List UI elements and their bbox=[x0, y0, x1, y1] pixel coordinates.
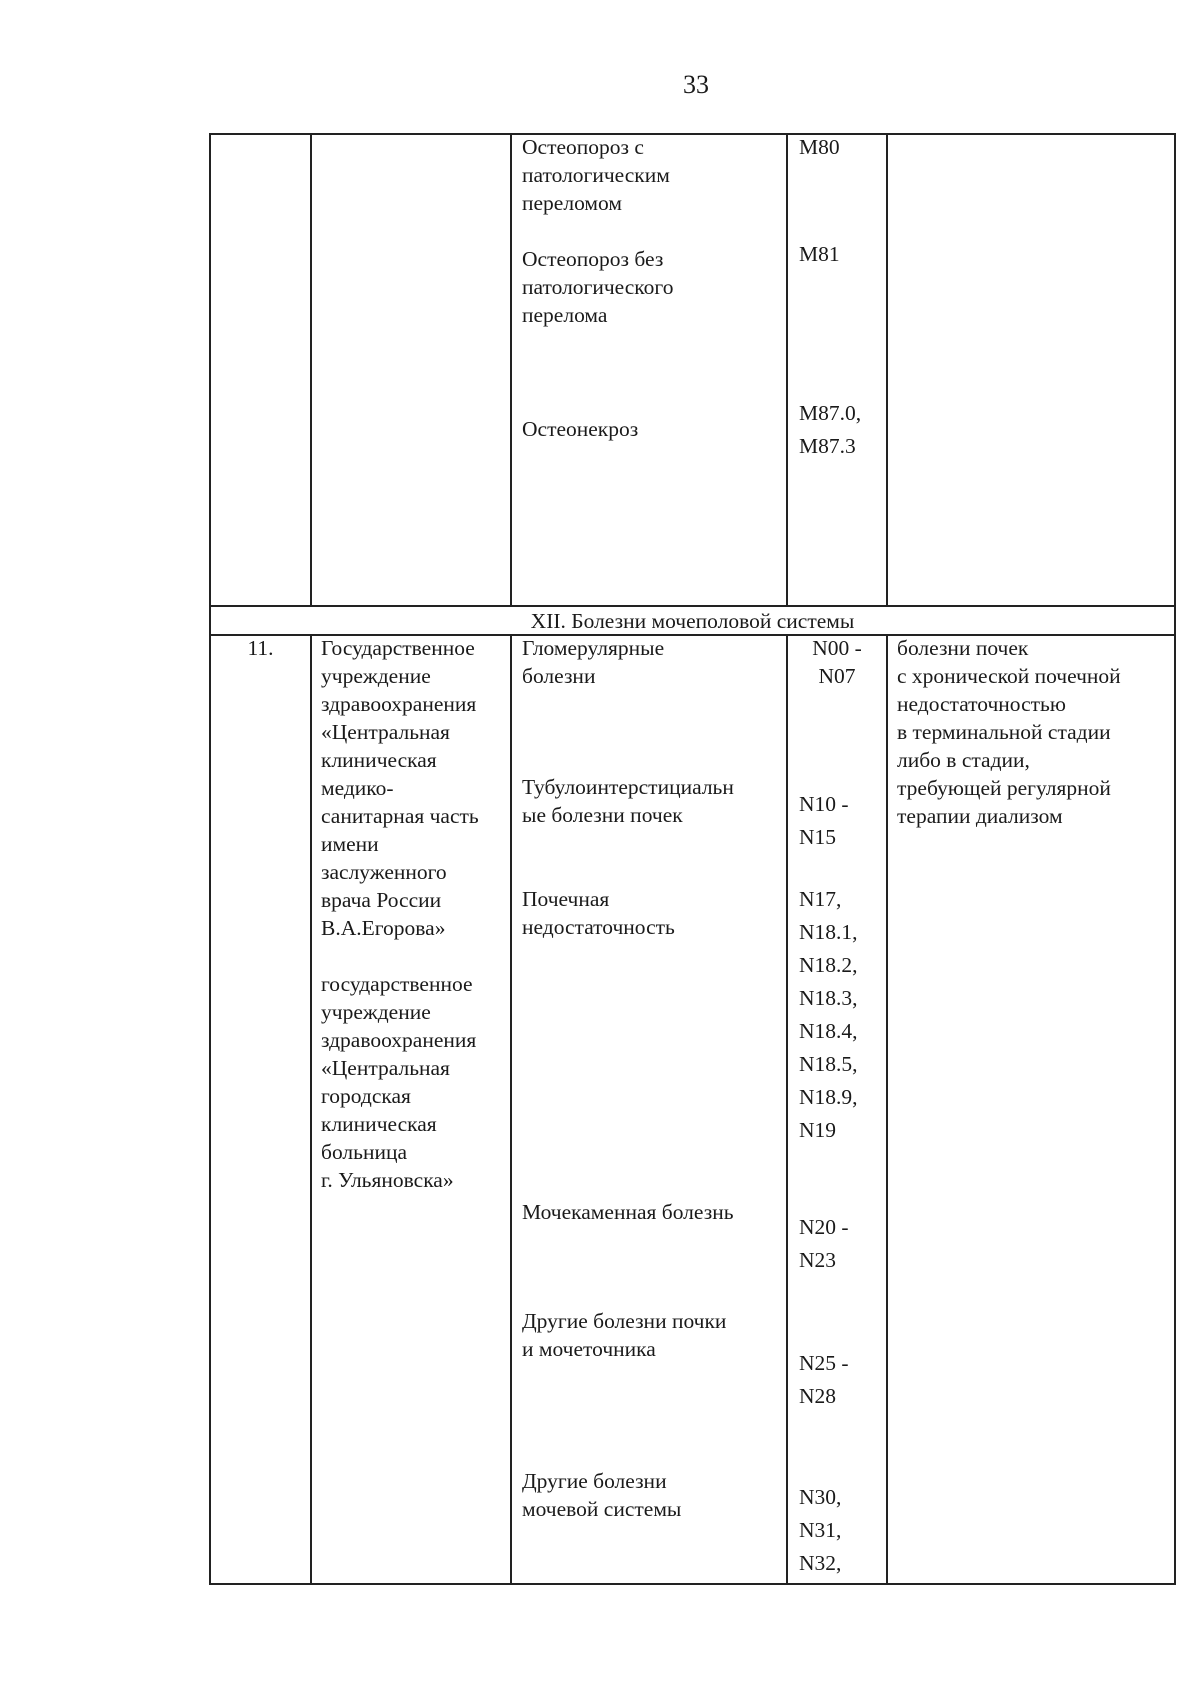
icd-code: N17, N18.1, N18.2, N18.3, N18.4, N18.5, N18.9, N19 bbox=[799, 887, 858, 1142]
registry-table bbox=[209, 133, 1176, 1585]
column-divider bbox=[786, 634, 788, 1585]
column-divider bbox=[886, 634, 888, 1585]
table-right-border bbox=[1174, 133, 1176, 1585]
disease-name: Остеопороз без патологического перелома bbox=[522, 247, 674, 327]
icd-code: M80 bbox=[799, 135, 840, 159]
page-number: 33 bbox=[683, 70, 709, 99]
column-divider bbox=[786, 133, 788, 607]
column-divider bbox=[310, 634, 312, 1585]
disease-name: Остеопороз с патологическим переломом bbox=[522, 135, 670, 215]
disease-name: Почечная недостаточность bbox=[522, 887, 675, 939]
table-left-border bbox=[209, 133, 211, 1585]
column-divider bbox=[886, 133, 888, 607]
icd-code: N20 - N23 bbox=[799, 1215, 849, 1272]
icd-code: M87.0, M87.3 bbox=[799, 401, 862, 458]
condition-description: болезни почек с хронической почечной недостаточностью в терминальной стадии либо в стадии, требующей регулярной терапии диализом bbox=[897, 636, 1121, 828]
column-divider bbox=[510, 634, 512, 1585]
icd-code: N30, N31, N32, bbox=[799, 1485, 842, 1575]
disease-name: Мочекаменная болезнь bbox=[522, 1200, 734, 1224]
icd-code: N25 - N28 bbox=[799, 1351, 849, 1408]
icd-code: M81 bbox=[799, 242, 840, 266]
disease-name: Гломерулярные болезни bbox=[522, 636, 665, 688]
disease-name: Тубулоинтерстициальн ые болезни почек bbox=[522, 775, 734, 827]
disease-name: Остеонекроз bbox=[522, 417, 639, 441]
section-header: XII. Болезни мочеполовой системы bbox=[530, 609, 855, 633]
institution-names: Государственное учреждение здравоохранения «Центральная клиническая медико- санитарная часть имени заслуженного врача России В.А.Егорова» государственное учреждение здравоохранения «Центральная городская клиническая больница г. Ульяновска» bbox=[321, 636, 479, 1192]
icd-code: N10 - N15 bbox=[799, 792, 849, 849]
table-bottom-border bbox=[209, 1583, 1176, 1585]
disease-name: Другие болезни мочевой системы bbox=[522, 1469, 682, 1521]
column-divider bbox=[510, 133, 512, 607]
column-divider bbox=[310, 133, 312, 607]
entry-number: 11. bbox=[247, 636, 274, 660]
disease-name: Другие болезни почки и мочеточника bbox=[522, 1309, 727, 1361]
icd-code: N00 - N07 bbox=[812, 636, 862, 688]
